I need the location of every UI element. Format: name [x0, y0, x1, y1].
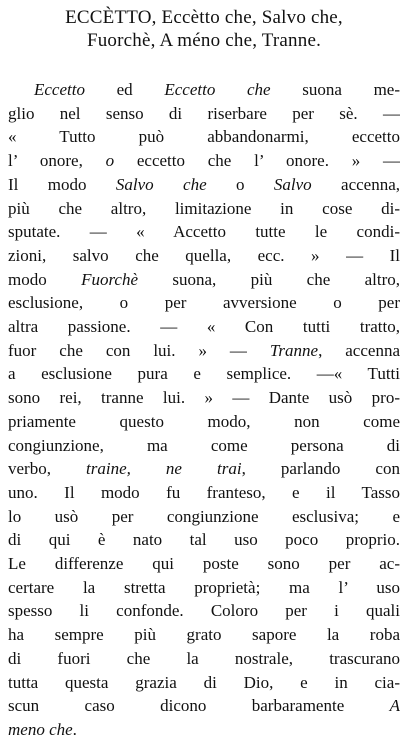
text-segment: l’ onore,	[8, 151, 106, 171]
text-segment: più che altro, limitazione in cose di-	[8, 198, 400, 218]
text-segment: certare la stretta proprietà; ma l’ uso	[8, 577, 400, 597]
text-line	[8, 102, 400, 126]
text-line	[8, 220, 400, 244]
text-segment: eccetto che l’ onore. » —	[114, 151, 400, 171]
text-segment: uno. Il modo fu franteso, e il Tasso	[8, 482, 400, 502]
text-segment: « Tutto può abbandonarmi, eccetto	[8, 127, 400, 147]
italic-term: A	[389, 696, 400, 716]
text-segment: di fuori che la nostrale, trascurano	[8, 648, 400, 668]
italic-term: Salvo che	[115, 174, 207, 194]
text-segment: o	[206, 174, 274, 194]
text-line	[8, 173, 400, 197]
text-line	[8, 197, 400, 221]
text-segment: altra passione. — « Con tutti tratto,	[8, 317, 400, 337]
text-segment: a esclusione pura e semplice. —« Tutti	[8, 364, 400, 384]
italic-term: traine, ne trai	[86, 459, 242, 479]
text-segment: suona me-	[270, 80, 400, 99]
text-line	[8, 481, 400, 505]
text-line	[8, 576, 400, 600]
text-line	[8, 552, 400, 576]
text-segment: spesso li confonde. Coloro per i quali	[8, 601, 400, 621]
text-segment: Il modo	[8, 174, 116, 194]
text-segment: , parlando con	[241, 459, 400, 479]
text-segment: scun caso dicono barbaramente	[8, 696, 390, 716]
text-line	[8, 125, 400, 149]
text-segment: ha sempre più grato sapore la roba	[8, 625, 400, 645]
text-segment: accenna,	[311, 174, 400, 194]
text-line	[8, 149, 400, 173]
text-line	[8, 528, 400, 552]
text-segment: suona, più che altro,	[138, 269, 400, 289]
text-line	[8, 362, 400, 386]
text-line	[8, 623, 400, 647]
text-line	[8, 457, 400, 481]
entry-heading-line-2: Fuorchè, A méno che, Tranne.	[86, 30, 322, 51]
italic-term: o	[105, 151, 115, 171]
text-line	[8, 647, 400, 671]
italic-term: meno che	[8, 719, 73, 739]
text-segment: zioni, salvo che quella, ecc. » — Il	[8, 245, 400, 265]
italic-term: Salvo	[273, 174, 312, 194]
text-segment: sputate. — « Accetto tutte le condi-	[8, 222, 400, 242]
text-segment: sono rei, tranne lui. » — Dante usò pro-	[8, 388, 400, 408]
text-line	[8, 339, 400, 363]
italic-term: Fuorchè	[81, 269, 139, 289]
text-segment: esclusione, o per avversione o per	[8, 293, 400, 313]
entry-heading	[8, 6, 400, 52]
text-line	[8, 694, 400, 718]
text-segment: fuor che con lui. » —	[8, 340, 270, 360]
text-line	[8, 315, 400, 339]
entry-body	[8, 78, 400, 742]
text-line	[8, 434, 400, 458]
text-segment: tutta questa grazia di Dio, e in cia-	[8, 672, 400, 692]
text-segment: ed	[84, 80, 165, 99]
text-segment: , accenna	[318, 340, 400, 360]
text-line	[8, 386, 400, 410]
text-line	[8, 718, 400, 742]
text-segment: modo	[8, 269, 82, 289]
italic-term: Eccetto che	[164, 80, 271, 99]
text-segment: congiunzione, ma come persona di	[8, 435, 400, 455]
italic-term: Eccetto	[34, 80, 85, 99]
text-segment: verbo,	[8, 459, 87, 479]
text-line	[8, 410, 400, 434]
text-line	[8, 671, 400, 695]
text-segment: lo usò per congiunzione esclusiva; e	[8, 506, 400, 526]
text-segment: glio nel senso di riserbare per sè. —	[8, 103, 400, 123]
text-segment: priamente questo modo, non come	[8, 411, 400, 431]
text-line	[8, 599, 400, 623]
text-segment: di qui è nato tal uso poco proprio.	[8, 530, 400, 550]
text-line	[8, 78, 400, 102]
text-segment: .	[72, 719, 77, 739]
italic-term: Tranne	[269, 340, 319, 360]
entry-heading-line-1: ECCÈTTO, Eccètto che, Salvo che,	[65, 7, 343, 28]
text-line	[8, 244, 400, 268]
text-line	[8, 291, 400, 315]
text-line	[8, 268, 400, 292]
text-line	[8, 505, 400, 529]
text-segment: Le differenze qui poste sono per ac-	[8, 554, 400, 574]
